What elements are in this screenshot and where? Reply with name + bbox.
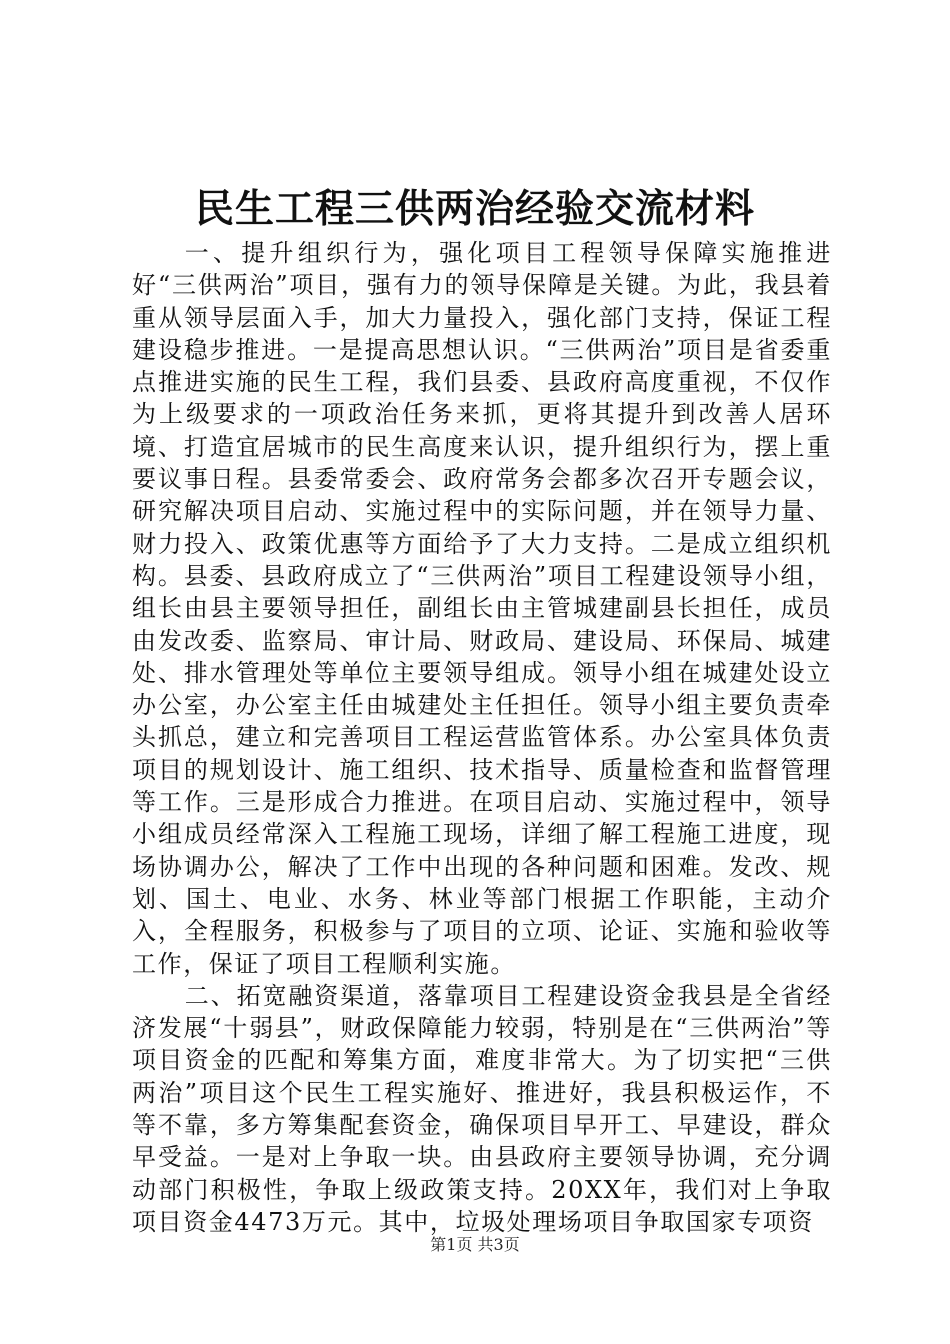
paragraph-1: 一、提升组织行为，强化项目工程领导保障实施推进好“三供两治”项目，强有力的领导保障是关键。为此，我县着重从领导层面入手，加大力量投入，强化部门支持，保证工程建设稳步推进。一是提高思想认识。“三供两治”项目是省委重点推进实施的民生工程，我们县委、县政府高度重视，不仅作为上级要求的一项政治任务来抓，更将其提升到改善人居环境、打造宜居城市的民生高度来认识，提升组织行为，摆上重要议事日程。县委常委会、政府常务会都多次召开专题会议，研究解决项目启动、实施过程中的实际问题，并在领导力量、财力投入、政策优惠等方面给予了大力支持。二是成立组织机构。县委、县政府成立了“三供两治”项目工程建设领导小组，组长由县主要领导担任，副组长由主管城建副县长担任，成员由发改委、监察局、审计局、财政局、建设局、环保局、城建处、排水管理处等单位主要领导组成。领导小组在城建处设立办公室，办公室主任由城建处主任担任。领导小组主要负责牵头抓总，建立和完善项目工程运营监管体系。办公室具体负责项目的规划设计、施工组织、技术指导、质量检查和监督管理等工作。三是形成合力推进。在项目启动、实施过程中，领导小组成员经常深入工程施工现场，详细了解工程施工进度，现场协调办公，解决了工作中出现的各种问题和困难。发改、规划、国土、电业、水务、林业等部门根据工作职能，主动介入，全程服务，积极参与了项目的立项、论证、实施和验收等工作，保证了项目工程顺利实施。 bbox=[132, 239, 832, 978]
document-body bbox=[132, 237, 832, 1238]
document-title: 民生工程三供两治经验交流材料 bbox=[194, 186, 755, 232]
paragraph-2: 二、拓宽融资渠道，落靠项目工程建设资金我县是全省经济发展“十弱县”，财政保障能力较弱，特别是在“三供两治”等项目资金的匹配和筹集方面，难度非常大。为了切实把“三供两治”项目这个民生工程实施好、推进好，我县积极运作，不等不靠，多方筹集配套资金，确保项目早开工、早建设，群众早受益。一是对上争取一块。由县政府主要领导协调，充分调动部门积极性，争取上级政策支持。20XX年，我们对上争取项目资金4473万元。其中，垃圾处理场项目争取国家专项资 bbox=[132, 981, 832, 1236]
page-footer: 第1页 共3页 bbox=[430, 1235, 520, 1254]
